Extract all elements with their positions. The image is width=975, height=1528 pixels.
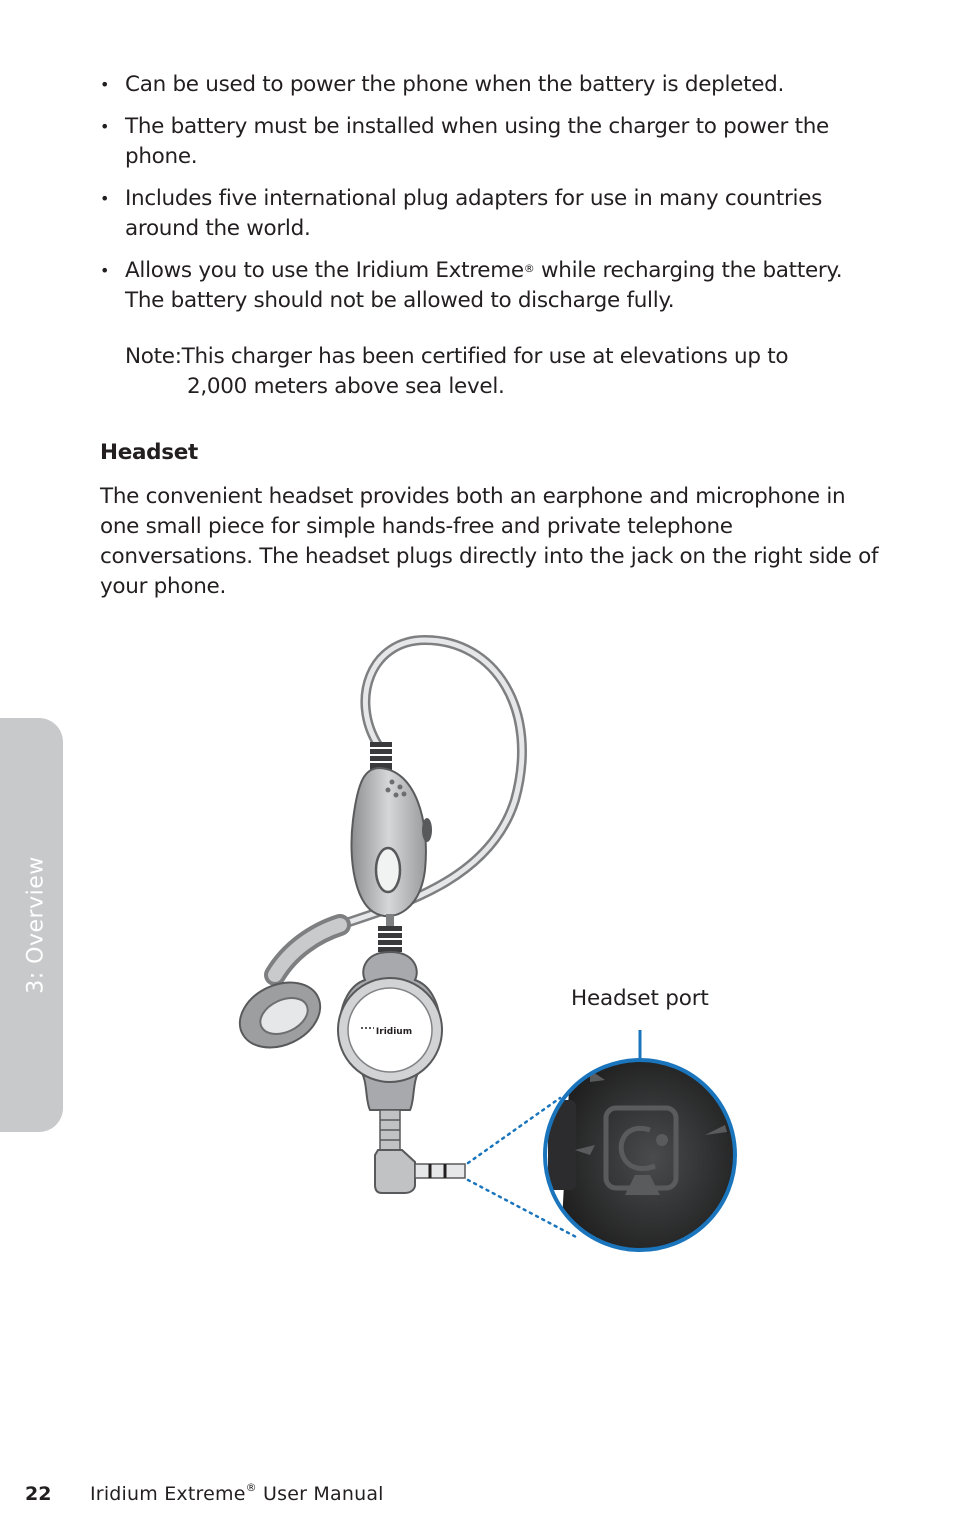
chapter-tab-label: 3: Overview: [23, 856, 49, 994]
footer-title: Iridium Extreme® User Manual: [90, 1481, 384, 1505]
section-paragraph: The convenient headset provides both an earphone and microphone in one small piece for simple hands-free and private telephone conversations. The headset plugs directly into the jack on the right side of your phone.: [100, 484, 879, 599]
section-heading: Headset: [100, 440, 199, 465]
bullet-item: • Can be used to power the phone when the battery is depleted.: [100, 70, 880, 100]
cord-strain-relief-bottom: [380, 1110, 400, 1150]
cord-strain-relief-middle: [378, 926, 402, 952]
note-line2: 2,000 meters above sea level.: [187, 374, 505, 399]
headset-port-callout: Headset port: [571, 986, 709, 1011]
bullet-item: • Includes five international plug adapters for use in many countries around the world.: [100, 186, 823, 241]
bullet-dot: •: [100, 75, 110, 94]
bullet-item: • The battery must be installed when using the charger to power the phone.: [100, 114, 829, 169]
note-line1: This charger has been certified for use at elevations up to: [181, 344, 789, 369]
headset-plug: [375, 1150, 415, 1193]
bullet-item: • Allows you to use the Iridium Extreme® while recharging the battery. The battery should not be allowed to discharge fully.: [100, 258, 843, 313]
bullet-dot: •: [100, 189, 110, 208]
note: [125, 342, 845, 402]
bullet-dot: •: [100, 261, 110, 280]
headset-illustration: [230, 630, 750, 1260]
note-label: Note:: [125, 344, 182, 369]
bullet-dot: •: [100, 117, 110, 136]
reel-logo: Iridium: [375, 1027, 413, 1037]
cord-strain-relief-top: [370, 742, 392, 770]
page-number: 22: [25, 1483, 52, 1505]
headset-port-zoom: [530, 1050, 750, 1260]
bullet-list: [100, 70, 880, 328]
call-button: [376, 848, 400, 892]
